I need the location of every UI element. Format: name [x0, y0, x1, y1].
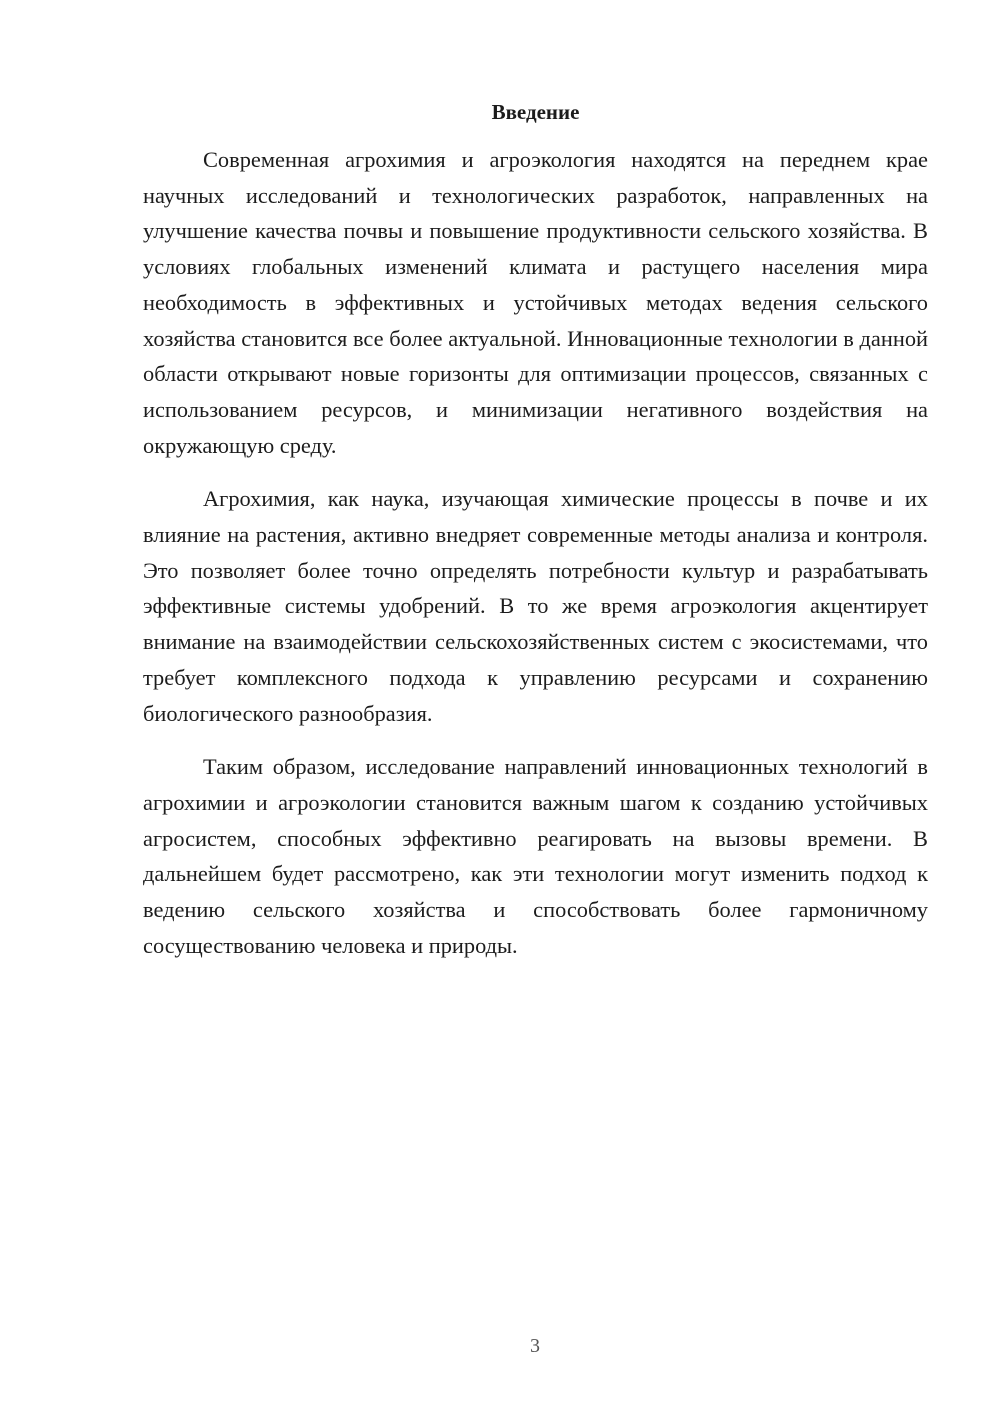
section-heading: Введение — [491, 100, 580, 124]
paragraph-1: Современная агрохимия и агроэкология находятся на переднем крае научных исследований и технологических разработок, направленных на улучшение качества почвы и повышение продуктивности сельского хозяйства. В условиях глобальных изменений климата и растущего населения мира необходимость в эффективных и устойчивых методах ведения сельского хозяйства становится все более актуальной. Инновационные технологии в данной области открывают новые горизонты для оптимизации процессов, связанных с использованием ресурсов, и минимизации негативного воздействия на окружающую среду. — [143, 147, 928, 458]
paragraph-2: Агрохимия, как наука, изучающая химические процессы в почве и их влияние на растения, активно внедряет современные методы анализа и контроля. Это позволяет более точно определять потребности культур и разрабатывать эффективные системы удобрений. В то же время агроэкология акцентирует внимание на взаимодействии сельскохозяйственных систем с экосистемами, что требует комплексного подхода к управлению ресурсами и сохранению биологического разнообразия. — [143, 486, 928, 726]
paragraph-3: Таким образом, исследование направлений инновационных технологий в агрохимии и агроэкологии становится важным шагом к созданию устойчивых агросистем, способных эффективно реагировать на вызовы времени. В дальнейшем будет рассмотрено, как эти технологии могут изменить подход к ведению сельского хозяйства и способствовать более гармоничному сосуществованию человека и природы. — [143, 754, 928, 958]
body-text — [143, 142, 928, 981]
page-number: 3 — [530, 1335, 540, 1357]
